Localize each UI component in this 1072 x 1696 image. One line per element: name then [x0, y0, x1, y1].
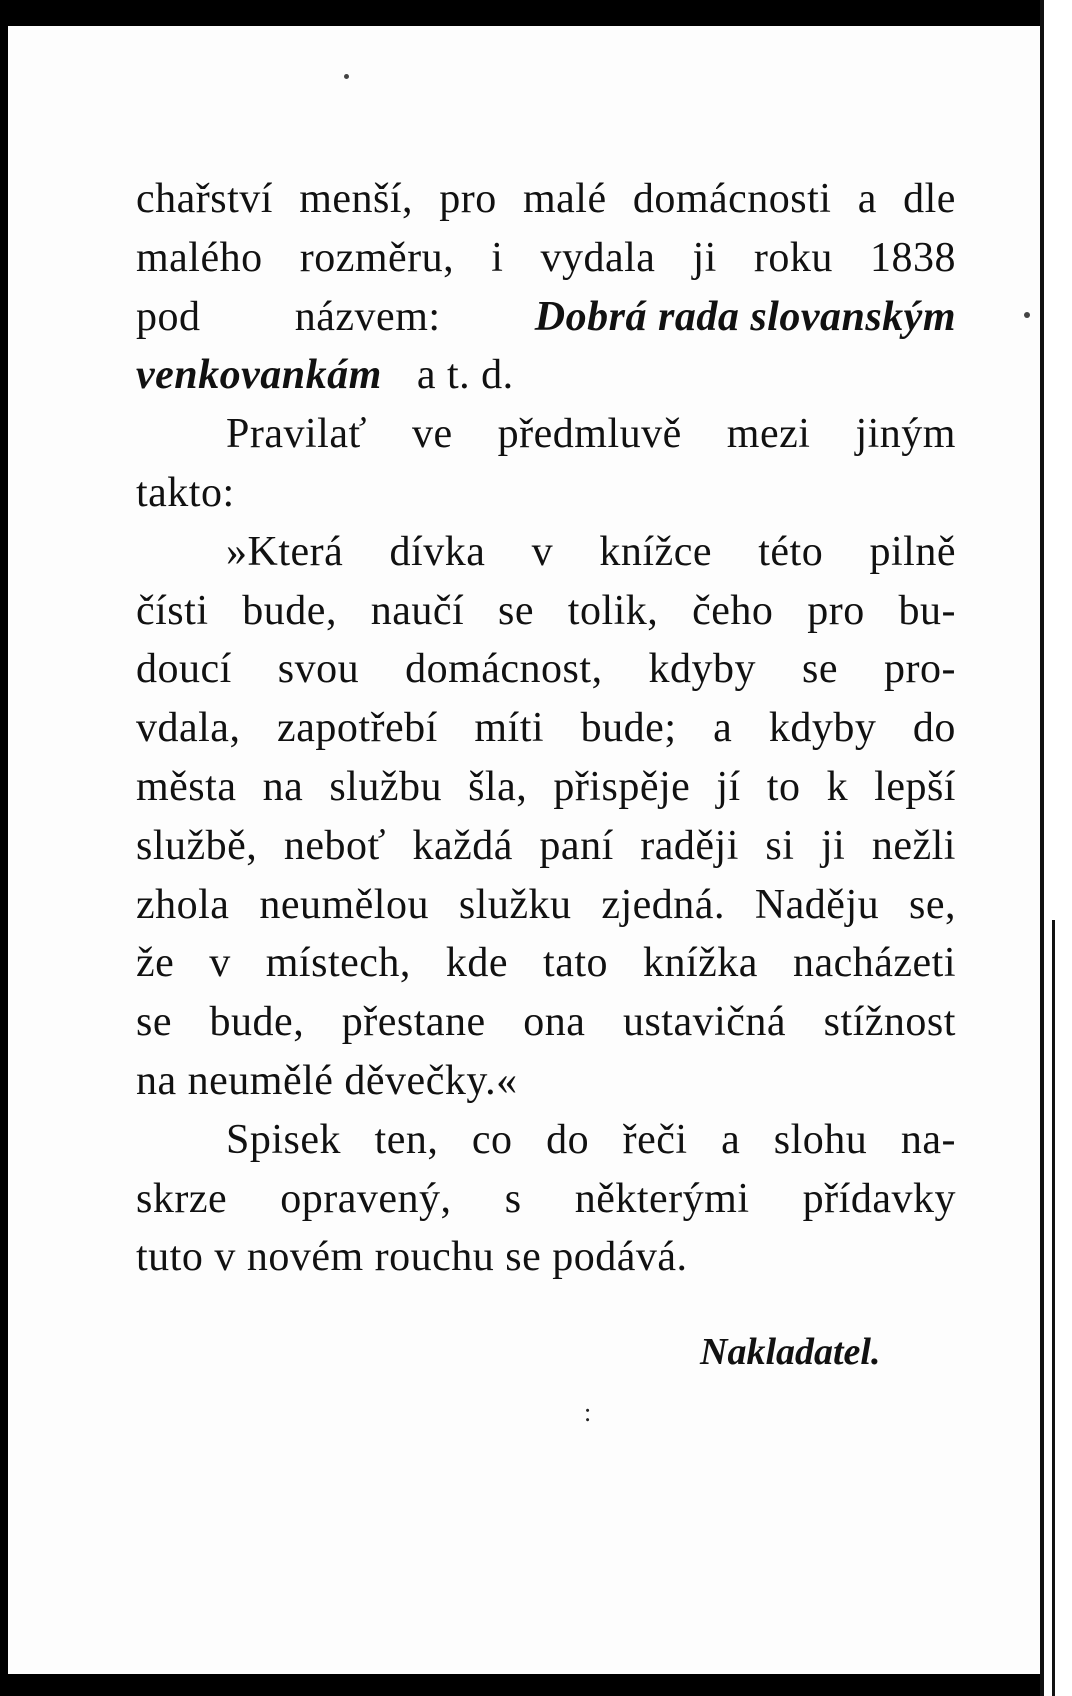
text-line	[136, 288, 956, 347]
word: svou	[277, 646, 360, 693]
word: vydala	[540, 234, 656, 281]
word: dívka	[389, 528, 486, 575]
text-line	[136, 817, 956, 876]
publisher-signature: Nakladatel.	[700, 1331, 881, 1373]
ornament-mark: :	[584, 1398, 592, 1427]
word: 1838	[870, 234, 956, 281]
word: s	[504, 1175, 522, 1222]
word: bude,	[209, 999, 305, 1046]
word: na	[262, 763, 304, 810]
word: přispěje	[553, 763, 691, 810]
word: míti	[474, 705, 545, 752]
word: se	[802, 646, 839, 693]
text-line	[136, 346, 956, 405]
word: kde	[445, 940, 509, 987]
text-line	[136, 523, 956, 582]
paper-speck	[1024, 312, 1030, 318]
word: ona	[523, 999, 586, 1046]
word: bu-	[898, 587, 956, 634]
text-fragment: pod	[136, 293, 201, 340]
word: k	[826, 763, 849, 810]
word: do	[546, 1116, 590, 1163]
word: roku	[753, 234, 833, 281]
word: paní	[539, 822, 614, 869]
text-line	[136, 464, 956, 523]
word: neumělou	[259, 881, 429, 928]
text-fragment: názvem:	[294, 293, 441, 340]
word: si	[765, 822, 795, 869]
word: a	[857, 176, 877, 222]
word: a	[721, 1116, 741, 1163]
word: lepší	[874, 763, 956, 810]
word: řeči	[622, 1116, 688, 1163]
text-line	[136, 1228, 956, 1287]
word: bude,	[242, 587, 337, 634]
text-line	[136, 229, 956, 288]
word: tato	[543, 940, 609, 987]
word: města	[136, 763, 237, 810]
word: stížnost	[823, 999, 956, 1046]
word: knížka	[643, 940, 758, 987]
word: službě,	[136, 822, 258, 869]
book-title-part: Dobrá rada slovanským	[534, 293, 956, 340]
text-line	[136, 405, 956, 464]
word: naučí	[370, 587, 465, 634]
word: vdala,	[136, 705, 241, 752]
text-fragment: a t. d.	[416, 352, 514, 399]
text-fragment: takto:	[136, 469, 235, 516]
word: v	[209, 940, 231, 987]
word: nacházeti	[792, 940, 956, 987]
word: pro	[807, 587, 865, 634]
word: této	[758, 528, 824, 575]
book-title-part: venkovankám	[136, 352, 382, 399]
word: ustavičná	[622, 999, 787, 1046]
word: se	[498, 587, 534, 634]
word: zhola	[136, 881, 230, 928]
paper-speck	[344, 74, 349, 79]
word: dle	[903, 176, 956, 222]
word: místech,	[265, 940, 411, 987]
word: domácnosti	[632, 176, 832, 222]
word: se	[136, 999, 172, 1046]
word: chařství	[136, 176, 273, 222]
word: rozměru,	[299, 234, 455, 281]
word: přídavky	[802, 1175, 956, 1222]
text-line	[136, 640, 956, 699]
word: služku	[458, 881, 572, 928]
word: a	[713, 705, 733, 752]
word: co	[471, 1116, 513, 1163]
word: slohu	[773, 1116, 868, 1163]
word: na-	[900, 1116, 956, 1163]
word: jiným	[855, 411, 956, 458]
word: ji	[820, 822, 846, 869]
word: v	[531, 528, 554, 575]
text-line	[136, 170, 956, 229]
word: i	[491, 234, 504, 281]
word: pilně	[869, 528, 956, 575]
page-edge-strip	[1044, 0, 1072, 1696]
text-fragment: na neumělé děvečky.«	[136, 1057, 518, 1104]
word: jí	[716, 763, 741, 810]
word: přestane	[341, 999, 486, 1046]
word: nežli	[871, 822, 956, 869]
word: ten,	[374, 1116, 439, 1163]
word: se,	[909, 881, 956, 928]
word: Pravilať	[226, 411, 367, 458]
word: že	[136, 940, 175, 987]
word: čeho	[692, 587, 774, 634]
word: Naděju	[754, 881, 880, 928]
text-line	[136, 758, 956, 817]
page-text	[136, 170, 956, 1287]
word: do	[912, 705, 956, 752]
word: pro	[439, 176, 497, 222]
word: skrze	[136, 1175, 228, 1222]
word: ji	[692, 234, 717, 281]
word: knížce	[599, 528, 712, 575]
word: ve	[411, 411, 453, 458]
page-edge-rule	[1040, 0, 1044, 1696]
word: kdyby	[648, 646, 757, 693]
word: čísti	[136, 587, 209, 634]
word: některými	[574, 1175, 750, 1222]
word: kdyby	[768, 705, 877, 752]
word: doucí	[136, 646, 232, 693]
text-line	[136, 876, 956, 935]
word: neboť	[283, 822, 386, 869]
text-line	[136, 934, 956, 993]
word: zapotřebí	[277, 705, 438, 752]
word: mezi	[726, 411, 811, 458]
text-line	[136, 699, 956, 758]
text-line	[136, 582, 956, 641]
word: službu	[329, 763, 442, 810]
word: malé	[522, 176, 607, 222]
word: raději	[640, 822, 739, 869]
text-line	[136, 993, 956, 1052]
word: malého	[136, 234, 263, 281]
word: menší,	[299, 176, 414, 222]
word: to	[766, 763, 801, 810]
word: Spisek	[226, 1116, 342, 1163]
word: tolik,	[567, 587, 659, 634]
word: bude;	[580, 705, 677, 752]
text-fragment: tuto v novém rouchu se podává.	[136, 1234, 688, 1281]
word: opravený,	[280, 1175, 452, 1222]
word: každá	[412, 822, 513, 869]
word: »Která	[226, 528, 344, 575]
text-line	[136, 1170, 956, 1229]
word: domácnost,	[405, 646, 603, 693]
word: šla,	[468, 763, 528, 810]
text-line	[136, 1111, 956, 1170]
page-edge-line	[1052, 920, 1055, 1696]
text-line	[136, 1052, 956, 1111]
word: zjedná.	[601, 881, 725, 928]
word: předmluvě	[497, 411, 682, 458]
word: pro-	[883, 646, 956, 693]
